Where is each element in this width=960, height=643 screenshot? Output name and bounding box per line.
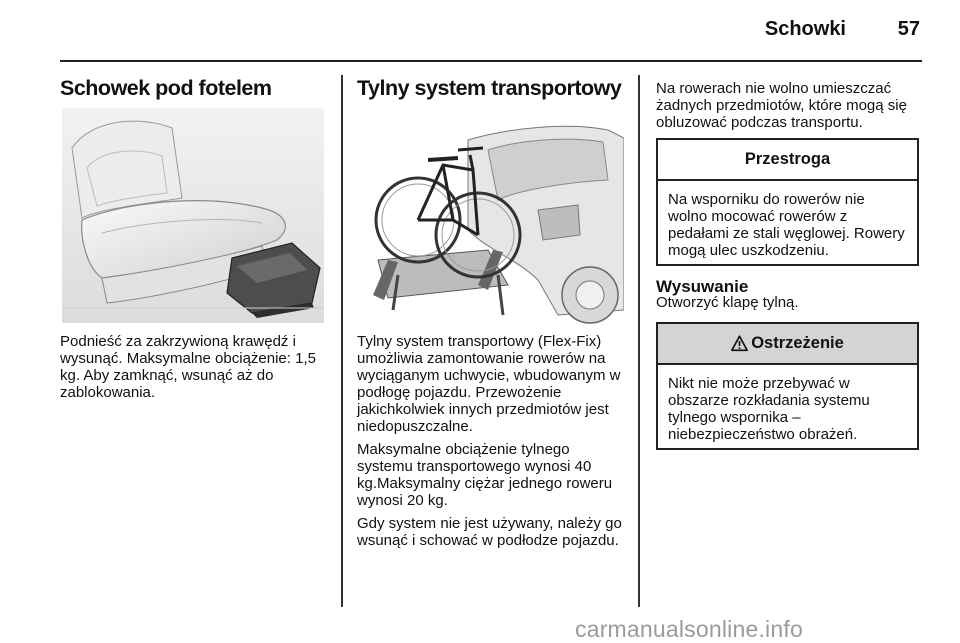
seat-drawer-illustration [62,108,324,323]
paragraph: Tylny system transportowy (Flex-Fix) umożliwia zamontowanie rowerów na wyciąganym uchwycie, wbudowanym w podłogę pojazdu. Przewożenie jakichkolwiek innych przedmiotów jest niedopuszczalne. [357,333,621,435]
paragraph: Otworzyć klapę tylną. [656,294,799,311]
rear-carrier-illustration [358,110,624,325]
caution-text: Na wsporniku do rowerów nie wolno mocować rowerów z pedałami ze stali węglowej. Rowery mogą ulec uszkodzeniu. [668,191,905,259]
subheading-extend: Wysuwanie [656,277,749,296]
paragraph: Maksymalne obciążenie tylnego systemu transportowego wynosi 40 kg.Maksymalny ciężar jednego roweru wynosi 20 kg. [357,441,613,509]
paragraph: Gdy system nie jest używany, należy go wsunąć i schować w podłodze pojazdu. [357,515,622,549]
warning-title: Ostrzeżenie [751,334,844,352]
page-number: 57 [897,18,920,40]
watermark: carmanualsonline.info [575,616,803,642]
running-head [640,18,920,48]
column-2-text [357,333,627,549]
warning-triangle-icon [731,335,748,352]
caution-box [656,138,919,266]
header-rule [60,60,922,62]
column-divider [341,75,343,607]
paragraph: Podnieść za zakrzywioną krawędź i wysunąć. Maksymalne obciążenie: 1,5 kg. Aby zamknąć, wsunąć aż do zablokowania. [60,333,316,401]
warning-box [656,322,919,450]
caution-title: Przestroga [658,140,917,181]
paragraph: Na rowerach nie wolno umieszczać żadnych przedmiotów, które mogą się obluzować podczas transportu. [656,80,907,131]
column-divider [638,75,640,607]
section-name: Schowki [764,18,846,40]
extend-instruction [656,294,921,311]
section-heading-seat-drawer: Schowek pod fotelem [60,76,272,100]
warning-header [658,324,917,365]
column-3-intro [656,80,921,131]
section-heading-rear-carrier: Tylny system transportowy [357,76,622,100]
warning-text: Nikt nie może przebywać w obszarze rozkładania systemu tylnego wspornika – niebezpieczeństwo obrażeń. [668,375,870,443]
column-1-text [60,333,325,401]
